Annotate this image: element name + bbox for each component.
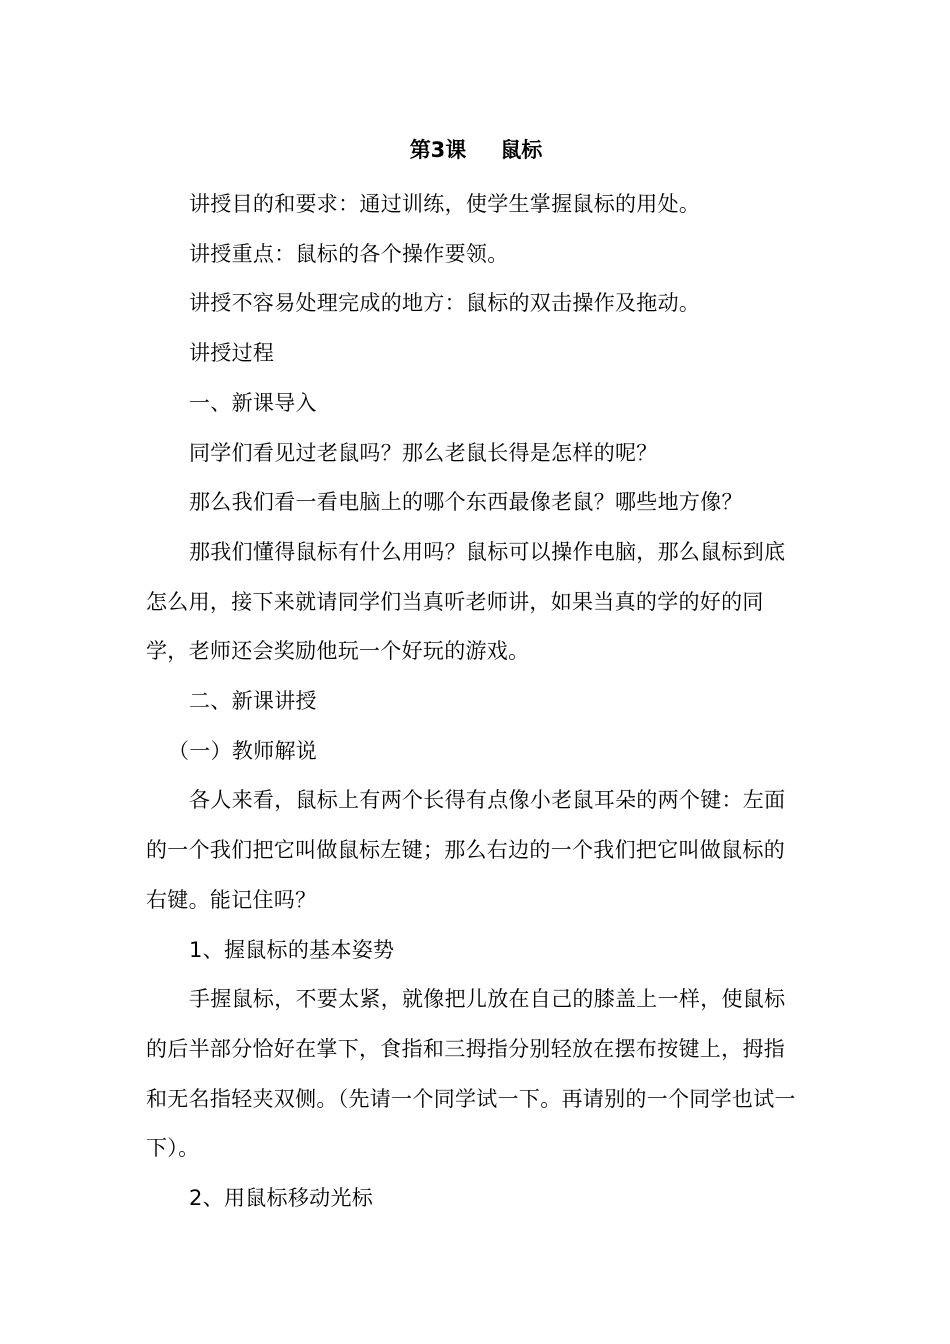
- paragraph-objectives: 讲授目的和要求：通过训练，使学生掌握鼠标的用处。: [189, 192, 701, 216]
- paragraph-process-heading: 讲授过程: [189, 341, 275, 366]
- paragraph-mouse-buttons: 各人来看，鼠标上有两个长得有点像小老鼠耳朵的两个键：左面的一个我们把它叫做鼠标左键；那么右边的一个我们把它叫做鼠标的右键。能记住吗？: [146, 788, 786, 912]
- lesson-topic: 鼠标: [500, 138, 543, 162]
- document-body: [146, 132, 806, 1224]
- subsection-heading-teacher: （一）教师解说: [168, 738, 318, 763]
- item-heading-move-cursor: 2、用鼠标移动光标: [189, 1186, 374, 1211]
- section-heading-intro: 一、新课导入: [189, 390, 317, 415]
- item-heading-grip: 1、握鼠标的基本姿势: [189, 937, 395, 962]
- paragraph-intro-body: 那我们懂得鼠标有什么用吗？鼠标可以操作电脑，那么鼠标到底怎么用，接下来就请同学们当真听老师讲，如果当真的学的好的同学，老师还会奖励他玩一个好玩的游戏。: [146, 539, 786, 664]
- page-title: [146, 132, 806, 168]
- paragraph-question-1: 同学们看见过老鼠吗？那么老鼠长得是怎样的呢？: [189, 440, 658, 465]
- paragraph-question-2: 那么我们看一看电脑上的哪个东西最像老鼠？哪些地方像？: [189, 490, 743, 515]
- paragraph-difficulties: 讲授不容易处理完成的地方：鼠标的双击操作及拖动。: [189, 291, 701, 316]
- paragraph-grip-body: 手握鼠标，不要太紧，就像把儿放在自己的膝盖上一样，使鼠标的后半部分恰好在掌下，食指和三拇指分别轻放在摆布按键上，拇指和无名指轻夹双侧。（先请一个同学试一下。再请别的一个同学也试一下）。: [146, 987, 796, 1161]
- section-heading-lecture: 二、新课讲授: [189, 689, 317, 714]
- lesson-number: 第3课: [409, 138, 467, 162]
- paragraph-key-points: 讲授重点：鼠标的各个操作要领。: [189, 241, 509, 266]
